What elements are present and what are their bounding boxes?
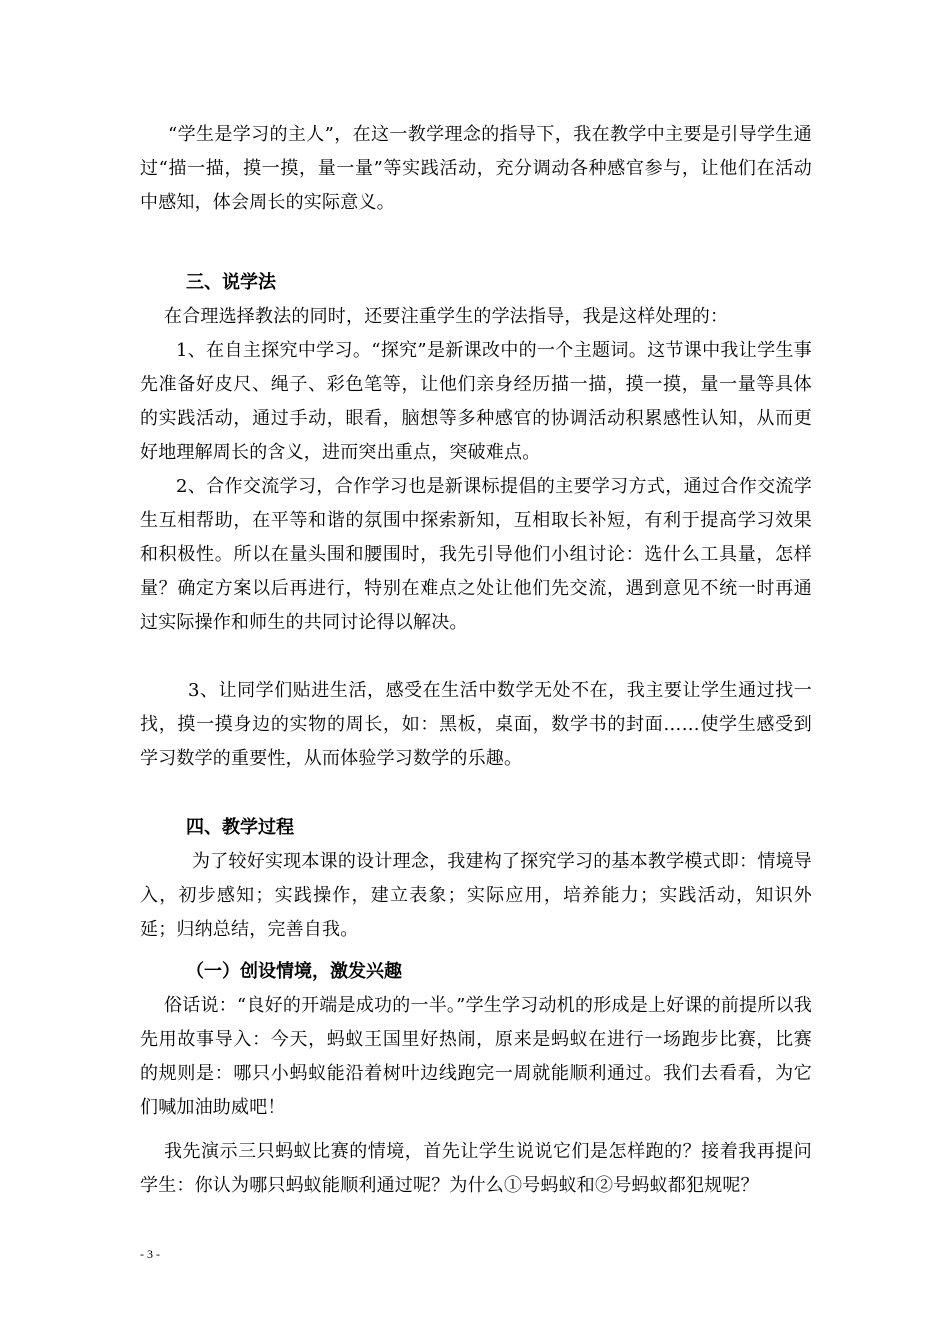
paragraph-story-intro: 俗话说：“良好的开端是成功的一半。”学生学习动机的形成是上好课的前提所以我先用故事导入：今天，蚂蚁王国里好热闹，原来是蚂蚁在进行一场跑步比赛，比赛的规则是：哪只小蚂蚁能沿着树叶边线跑完一周就能顺利通过。我们去看看，为它们喊加油助威吧！ (140, 995, 812, 1118)
section-heading-study-method: 三、说学法 (186, 272, 276, 293)
subsection-heading-create-situation: （一）创设情境，激发兴趣 (186, 961, 402, 982)
paragraph-study-method-1: 1、在自主探究中学习。“探究”是新课改中的一个主题词。这节课中我让学生事先准备好皮尺、绳子、彩色笔等，让他们亲身经历描一描，摸一摸，量一量等具体的实践活动，通过手动，眼看，脑想等多种感官的协调活动积累感性认知，从而更好地理解周长的含义，进而突出重点，突破难点。 (140, 340, 812, 463)
paragraph-study-method-2: 2、合作交流学习，合作学习也是新课标提倡的主要学习方式，通过合作交流学生互相帮助，在平等和谐的氛围中探索新知，互相取长补短，有利于提高学习效果和积极性。所以在量头围和腰围时，我先引导他们小组讨论：选什么工具量，怎样量？确定方案以后再进行，特别在难点之处让他们先交流，遇到意见不统一时再通过实际操作和师生的共同讨论得以解决。 (140, 476, 812, 633)
paragraph-study-method-intro: 在合理选择教法的同时，还要注重学生的学法指导，我是这样处理的： (164, 306, 729, 327)
paragraph-ant-race: 我先演示三只蚂蚁比赛的情境，首先让学生说说它们是怎样跑的？接着我再提问学生：你认为哪只蚂蚁能顺利通过呢？为什么①号蚂蚁和②号蚂蚁都犯规呢？ (140, 1141, 812, 1196)
page-number: - 3 - (140, 1247, 160, 1261)
paragraph-teaching-philosophy: “学生是学习的主人”，在这一教学理念的指导下，我在教学中主要是引导学生通过“描一描，摸一摸，量一量”等实践活动，充分调动各种感官参与，让他们在活动中感知，体会周长的实际意义。 (140, 124, 812, 213)
paragraph-study-method-3: 3、让同学们贴进生活，感受在生活中数学无处不在，我主要让学生通过找一找，摸一摸身边的实物的周长，如：黑板，桌面，数学书的封面……使学生感受到学习数学的重要性，从而体验学习数学的乐趣。 (140, 680, 812, 769)
section-heading-teaching-process: 四、教学过程 (186, 817, 294, 838)
paragraph-teaching-model: 为了较好实现本课的设计理念，我建构了探究学习的基本教学模式即：情境导入，初步感知；实践操作，建立表象；实际应用，培养能力；实践活动，知识外延；归纳总结，完善自我。 (140, 851, 812, 940)
